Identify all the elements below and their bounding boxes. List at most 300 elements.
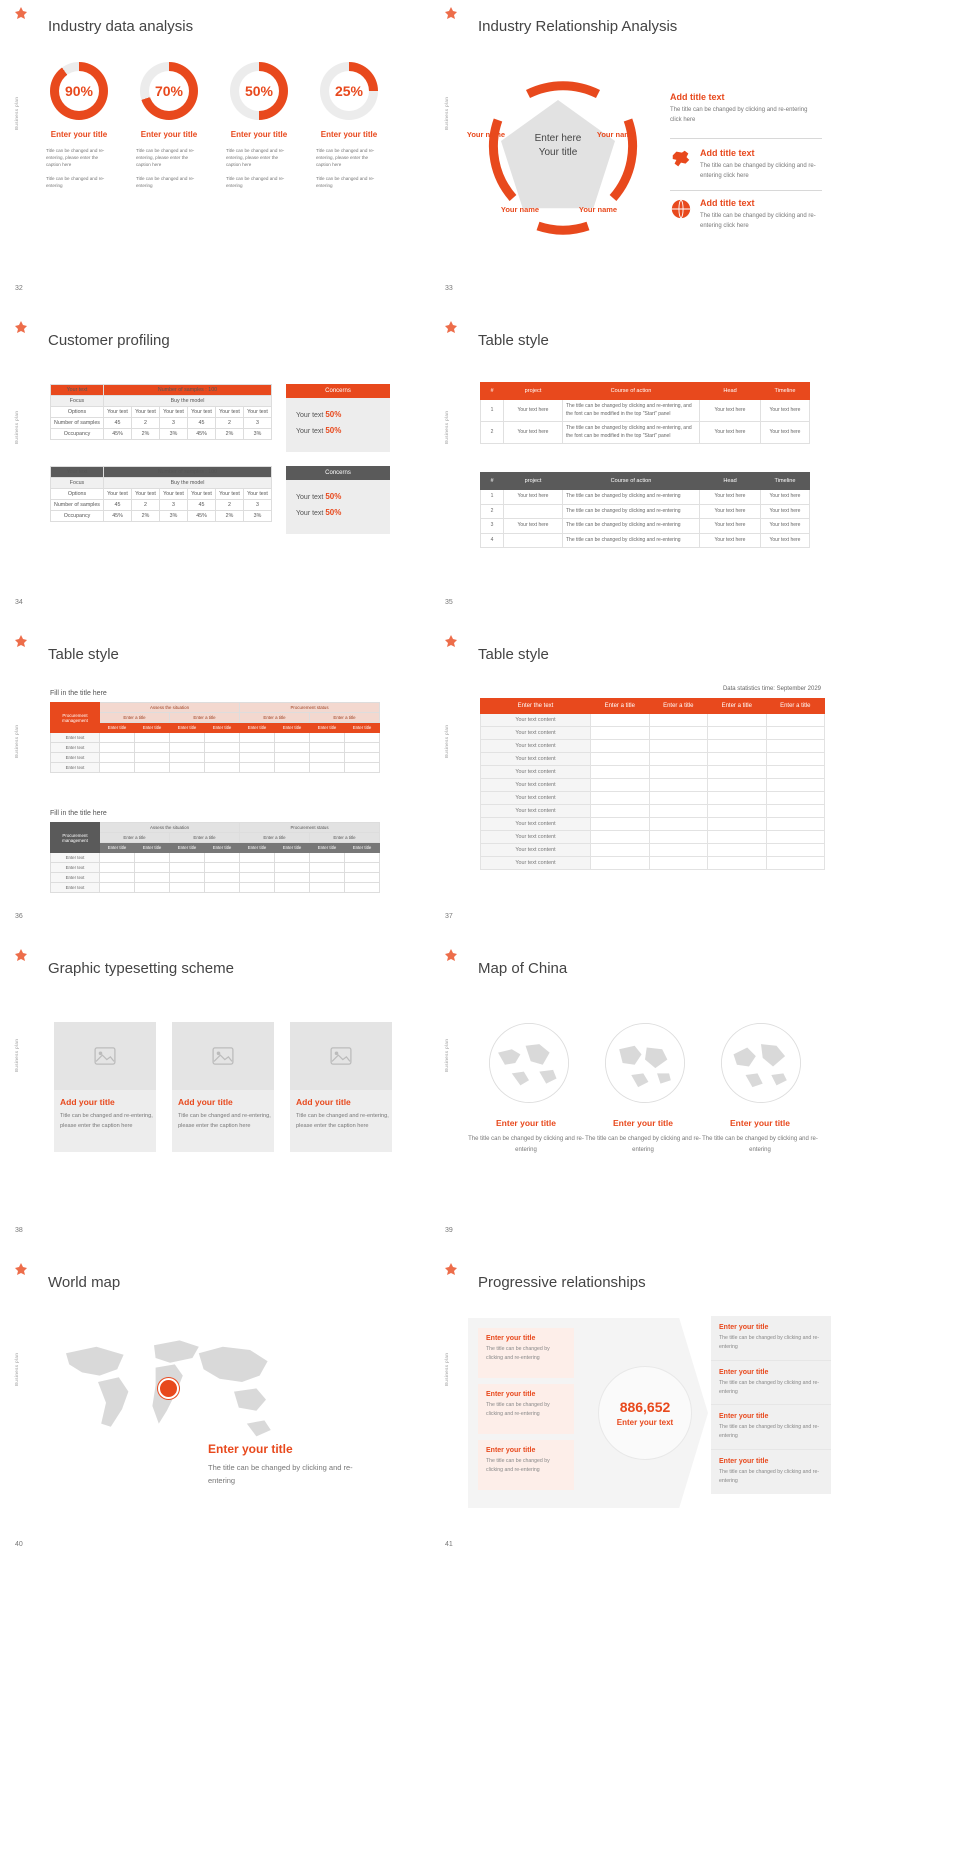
logo-icon xyxy=(444,948,458,962)
image-icon xyxy=(330,1047,352,1065)
col-header-head: Head xyxy=(700,473,761,490)
logo-icon xyxy=(14,1262,28,1276)
slide-32[interactable] xyxy=(8,0,415,298)
left-box-1[interactable] xyxy=(478,1328,574,1378)
table-row[interactable] xyxy=(51,753,380,763)
cell: 3 xyxy=(244,500,272,511)
node-label-top: Your name xyxy=(543,82,583,91)
row-label: Enter text xyxy=(51,733,100,743)
cell: Your text xyxy=(188,407,216,418)
row-label: Number of samples xyxy=(51,500,104,511)
table-row[interactable] xyxy=(51,873,380,883)
item-body: The title can be changed by clicking and re-entering xyxy=(719,1424,820,1440)
item-body: The title can be changed by clicking and re-entering xyxy=(719,1469,820,1484)
page-title: Graphic typesetting scheme xyxy=(48,960,234,977)
cell: 45% xyxy=(104,429,132,440)
donut-value: 90% xyxy=(64,83,94,99)
slide-34[interactable] xyxy=(8,314,415,612)
card-title-3: Add your title xyxy=(296,1097,351,1107)
slide-41[interactable] xyxy=(438,1256,845,1554)
sub-header: Enter a title xyxy=(100,713,170,723)
cell: 45 xyxy=(188,418,216,429)
side-label: Business plan xyxy=(444,1352,449,1386)
stat-caption: Enter your text xyxy=(616,1418,674,1427)
col-header-0: Enter the text xyxy=(481,699,591,714)
cell-header: Enter title xyxy=(100,843,135,853)
side-label: Business plan xyxy=(14,724,19,758)
donut-body-2: Title can be changed and re-entering xyxy=(226,176,285,189)
list-item[interactable] xyxy=(711,1450,831,1494)
cell-head: Your text here xyxy=(700,490,761,505)
table-row[interactable] xyxy=(481,727,825,740)
donut-cell[interactable] xyxy=(214,62,304,190)
card-title-1: Enter your title xyxy=(496,1118,556,1128)
cell-index: 1 xyxy=(481,490,504,505)
focus-value: Buy the model xyxy=(104,478,272,489)
table-row[interactable] xyxy=(51,883,380,893)
list-item[interactable] xyxy=(711,1316,831,1361)
row-label: Enter text xyxy=(51,863,100,873)
donut-body-1: Title can be changed and re-entering, please enter the caption here xyxy=(226,148,285,168)
cell: 3% xyxy=(160,429,188,440)
focus-value: Buy the model xyxy=(104,396,272,407)
concern-value-1: 50% xyxy=(325,492,342,501)
col-header-1: Enter a title xyxy=(591,699,650,714)
action-table-1[interactable] xyxy=(480,382,810,444)
cell: Your text xyxy=(244,489,272,500)
col-header-action: Course of action xyxy=(563,473,700,490)
logo-icon xyxy=(444,1262,458,1276)
table-row[interactable] xyxy=(51,853,380,863)
cell-header: Enter title xyxy=(310,843,345,853)
left-box-3[interactable] xyxy=(478,1440,574,1490)
table-row[interactable] xyxy=(481,818,825,831)
row-label: Enter text xyxy=(51,743,100,753)
cell-header: Enter title xyxy=(240,723,275,733)
cell: Your text xyxy=(244,407,272,418)
logo-icon xyxy=(14,948,28,962)
action-table-2[interactable] xyxy=(480,472,810,548)
donut-90 xyxy=(50,62,108,120)
globe-icon-2 xyxy=(602,1020,688,1106)
cell: Your text xyxy=(132,407,160,418)
cell-action: The title can be changed by clicking and re-entering xyxy=(563,533,700,548)
donut-chart-group xyxy=(34,62,394,190)
slide-39[interactable] xyxy=(438,942,845,1240)
donut-50 xyxy=(230,62,288,120)
concerns-body xyxy=(286,398,390,448)
cell-label: Your text content xyxy=(481,831,591,844)
focus-label: Focus xyxy=(51,478,104,489)
cell: 2% xyxy=(132,511,160,522)
donut-body-2: Title can be changed and re-entering xyxy=(46,176,105,189)
cell-label: Your text content xyxy=(481,740,591,753)
corner-header: Procurement management xyxy=(51,703,100,733)
donut-body-1: Title can be changed and re-entering, please enter the caption here xyxy=(136,148,195,168)
col-header-3: Enter a title xyxy=(708,699,767,714)
right-body-3: The title can be changed by clicking and re-entering click here xyxy=(700,213,816,229)
donut-body-2: Title can be changed and re-entering xyxy=(316,176,375,189)
cell-index: 2 xyxy=(481,422,504,444)
group-header-2: Procurement status xyxy=(240,823,380,833)
cell: 3 xyxy=(244,418,272,429)
cell-header: Enter title xyxy=(135,723,170,733)
table-row[interactable] xyxy=(481,766,825,779)
item-title: Enter your title xyxy=(719,1324,769,1331)
item-title: Enter your title xyxy=(719,1458,769,1466)
sub-header: Enter a title xyxy=(310,713,380,723)
cell: 45% xyxy=(188,429,216,440)
box-title: Enter your title xyxy=(486,1335,536,1342)
card-body-1: Title can be changed and re-entering, please enter the caption here xyxy=(60,1113,153,1129)
table-row[interactable] xyxy=(481,805,825,818)
col-header-timeline: Timeline xyxy=(761,383,810,400)
box-title: Enter your title xyxy=(486,1447,536,1454)
donut-value: 50% xyxy=(244,83,274,99)
page-number: 39 xyxy=(445,1227,453,1234)
page-title: World map xyxy=(48,1274,121,1291)
col-header-timeline: Timeline xyxy=(761,473,810,490)
row-label: Options xyxy=(51,407,104,418)
logo-icon xyxy=(14,320,28,334)
focus-label: Focus xyxy=(51,396,104,407)
card-body-3: Title can be changed and re-entering, please enter the caption here xyxy=(296,1113,389,1129)
table-row[interactable] xyxy=(481,504,810,519)
donut-cell[interactable] xyxy=(304,62,394,190)
table-row[interactable] xyxy=(481,490,810,505)
cell-head: Your text here xyxy=(700,400,761,422)
cell-action: The title can be changed by clicking and re-entering, and the font can be modified in the top "Start" panel xyxy=(563,400,700,422)
page-title: Industry Relationship Analysis xyxy=(478,18,678,35)
globe-icon xyxy=(670,198,692,220)
table-row[interactable] xyxy=(481,519,810,534)
sub-header: Enter a title xyxy=(240,713,310,723)
page-number: 34 xyxy=(15,599,23,606)
donut-cell[interactable] xyxy=(34,62,124,190)
profile-table-1[interactable] xyxy=(50,384,272,440)
globe-icon-3 xyxy=(718,1020,804,1106)
china-map-icon xyxy=(670,148,692,170)
slide-37[interactable] xyxy=(438,628,845,926)
table-header-right: Number of samples : 100 xyxy=(104,385,272,396)
table-row[interactable] xyxy=(481,792,825,805)
right-title-2: Add title text xyxy=(700,148,755,158)
page-number: 40 xyxy=(15,1541,23,1548)
center-line-2: Your title xyxy=(538,146,578,158)
cell-header: Enter title xyxy=(310,723,345,733)
box-title: Enter your title xyxy=(486,1391,536,1398)
cell: Your text xyxy=(216,489,244,500)
donut-cell[interactable] xyxy=(124,62,214,190)
cell: 2 xyxy=(132,418,160,429)
right-title-1: Add title text xyxy=(670,92,725,102)
item-body: The title can be changed by clicking and re-entering xyxy=(719,1335,820,1350)
image-icon xyxy=(94,1047,116,1065)
card-title-1: Add your title xyxy=(60,1097,115,1107)
sub-header: Enter a title xyxy=(100,833,170,843)
profile-table-2[interactable] xyxy=(50,466,272,522)
donut-25 xyxy=(320,62,378,120)
node-label-bottom-left: Your name xyxy=(500,205,540,214)
cell-index: 2 xyxy=(481,504,504,519)
row-label: Enter text xyxy=(51,753,100,763)
cell: 3% xyxy=(244,429,272,440)
side-label: Business plan xyxy=(14,410,19,444)
right-body-1: The title can be changed by clicking and re-entering click here xyxy=(670,107,808,123)
fill-label-1: Fill in the title here xyxy=(50,690,107,697)
cell-head: Your text here xyxy=(700,519,761,534)
table-row[interactable] xyxy=(481,831,825,844)
node-label-bottom-right: Your name xyxy=(578,205,618,214)
col-header-4: Enter a title xyxy=(766,699,825,714)
side-label: Business plan xyxy=(14,1038,19,1072)
cell-header: Enter title xyxy=(275,843,310,853)
page-title: Customer profiling xyxy=(48,332,170,349)
table-row[interactable] xyxy=(51,763,380,773)
table-row[interactable] xyxy=(51,733,380,743)
slide-36[interactable] xyxy=(8,628,415,926)
cell-label: Your text content xyxy=(481,818,591,831)
donut-caption: Enter your title xyxy=(230,130,288,139)
item-title: Enter your title xyxy=(719,1413,769,1421)
card-body-1: The title can be changed by clicking and re-entering xyxy=(468,1136,584,1153)
cell-header: Enter title xyxy=(170,843,205,853)
stat-number: 886,652 xyxy=(619,1399,671,1415)
donut-body-2: Title can be changed and re-entering xyxy=(136,176,195,189)
cell-timeline: Your text here xyxy=(761,422,810,444)
page-title: Table style xyxy=(478,332,549,349)
cell-index: 3 xyxy=(481,519,504,534)
table-row[interactable] xyxy=(481,753,825,766)
sub-header: Enter a title xyxy=(240,833,310,843)
cell: 3 xyxy=(160,500,188,511)
cell: Your text xyxy=(104,489,132,500)
cell-header: Enter title xyxy=(205,723,240,733)
table-row[interactable] xyxy=(481,400,810,422)
right-body-2: The title can be changed by clicking and re-entering click here xyxy=(700,163,816,179)
cell: 2 xyxy=(216,418,244,429)
donut-body-1: Title can be changed and re-entering, please enter the caption here xyxy=(46,148,105,168)
page-number: 37 xyxy=(445,913,453,920)
cell-timeline: Your text here xyxy=(761,400,810,422)
cell-index: 1 xyxy=(481,400,504,422)
cell-header: Enter title xyxy=(240,843,275,853)
card-body-2: Title can be changed and re-entering, please enter the caption here xyxy=(178,1113,271,1129)
table-row[interactable] xyxy=(481,779,825,792)
page-number: 36 xyxy=(15,913,23,920)
procurement-table-2[interactable] xyxy=(50,822,380,893)
table-header-left: Your text xyxy=(51,385,104,396)
cell-head: Your text here xyxy=(700,504,761,519)
list-item[interactable] xyxy=(711,1405,831,1450)
slide-38[interactable] xyxy=(8,942,415,1240)
cell-action: The title can be changed by clicking and re-entering xyxy=(563,519,700,534)
sub-header: Enter a title xyxy=(170,833,240,843)
right-title-3: Add title text xyxy=(700,198,755,208)
cell-header: Enter title xyxy=(275,723,310,733)
cell: 45% xyxy=(188,511,216,522)
table-row[interactable] xyxy=(481,714,825,727)
cell-action: The title can be changed by clicking and re-entering xyxy=(563,504,700,519)
page-title: Progressive relationships xyxy=(478,1274,646,1291)
fill-label-2: Fill in the title here xyxy=(50,810,107,817)
page-title: Table style xyxy=(478,646,549,663)
card-title-2: Add your title xyxy=(178,1097,233,1107)
cell: 45 xyxy=(188,500,216,511)
page-number: 33 xyxy=(445,285,453,292)
cell: Your text xyxy=(132,489,160,500)
donut-caption: Enter your title xyxy=(50,130,108,139)
cell-head: Your text here xyxy=(700,422,761,444)
table-row[interactable] xyxy=(481,844,825,857)
cell: 3% xyxy=(244,511,272,522)
box-body: The title can be changed by clicking and re-entering xyxy=(486,1458,550,1473)
group-header-1: Assess the situation xyxy=(100,703,240,713)
cell-action: The title can be changed by clicking and re-entering, and the font can be modified in the top "Start" panel xyxy=(563,422,700,444)
cell: Your text xyxy=(160,407,188,418)
donut-value: 25% xyxy=(334,83,364,99)
side-label: Business plan xyxy=(444,96,449,130)
card-title-2: Enter your title xyxy=(613,1118,673,1128)
card-title-3: Enter your title xyxy=(730,1118,790,1128)
card-body-2: The title can be changed by clicking and re-entering xyxy=(585,1136,701,1153)
concerns-header: Concerns xyxy=(286,466,390,480)
row-label: Occupancy xyxy=(51,429,104,440)
corner-header: Procurement management xyxy=(51,823,100,853)
concern-text-1: Your text xyxy=(296,412,324,419)
cell: 2% xyxy=(216,511,244,522)
donut-caption: Enter your title xyxy=(140,130,198,139)
side-label: Business plan xyxy=(444,724,449,758)
col-header-head: Head xyxy=(700,383,761,400)
donut-body-1: Title can be changed and re-entering, please enter the caption here xyxy=(316,148,375,168)
table-header-left: Your text xyxy=(51,467,104,478)
concerns-header: Concerns xyxy=(286,384,390,398)
cell: 2% xyxy=(132,429,160,440)
right-list xyxy=(711,1316,831,1494)
table-row[interactable] xyxy=(481,533,810,548)
concerns-panel-2[interactable] xyxy=(286,466,390,534)
cell-timeline: Your text here xyxy=(761,519,810,534)
page-title: Table style xyxy=(48,646,119,663)
cell-header: Enter title xyxy=(170,723,205,733)
group-header-1: Assess the situation xyxy=(100,823,240,833)
cell: Your text xyxy=(216,407,244,418)
caption-body: The title can be changed by clicking and re-entering xyxy=(208,1463,353,1485)
card-body-3: The title can be changed by clicking and re-entering xyxy=(702,1136,818,1153)
cell-timeline: Your text here xyxy=(761,533,810,548)
table-row[interactable] xyxy=(51,743,380,753)
cell: Your text xyxy=(160,489,188,500)
concerns-panel-1[interactable] xyxy=(286,384,390,452)
slide-40[interactable] xyxy=(8,1256,415,1554)
cell-project: Your text here xyxy=(504,490,563,505)
cell-label: Your text content xyxy=(481,792,591,805)
logo-icon xyxy=(444,320,458,334)
caption-title: Enter your title xyxy=(208,1442,293,1456)
table-row[interactable] xyxy=(481,857,825,870)
cell-header: Enter title xyxy=(345,723,380,733)
donut-value: 70% xyxy=(154,83,184,99)
page-number: 35 xyxy=(445,599,453,606)
box-body: The title can be changed by clicking and re-entering xyxy=(486,1402,550,1417)
side-label: Business plan xyxy=(14,1352,19,1386)
row-label: Enter text xyxy=(51,763,100,773)
donut-caption: Enter your title xyxy=(320,130,378,139)
page-number: 38 xyxy=(15,1227,23,1234)
item-title: Enter your title xyxy=(719,1368,769,1376)
col-header-project: project xyxy=(504,383,563,400)
divider xyxy=(670,190,822,191)
cell-header: Enter title xyxy=(100,723,135,733)
box-body: The title can be changed by clicking and re-entering xyxy=(486,1346,550,1361)
item-body: The title can be changed by clicking and re-entering xyxy=(719,1379,820,1395)
center-line-1: Enter here xyxy=(534,133,582,144)
cell-header: Enter title xyxy=(205,843,240,853)
sub-header: Enter a title xyxy=(170,713,240,723)
concern-value-2: 50% xyxy=(325,426,342,435)
data-table[interactable] xyxy=(480,698,825,870)
cell-project: Your text here xyxy=(504,422,563,444)
stat-circle xyxy=(598,1366,692,1460)
concern-text-1: Your text xyxy=(296,494,324,501)
side-label: Business plan xyxy=(14,96,19,130)
row-label: Enter text xyxy=(51,883,100,893)
donut-70 xyxy=(140,62,198,120)
cell-label: Your text content xyxy=(481,766,591,779)
cell-label: Your text content xyxy=(481,753,591,766)
side-label: Business plan xyxy=(444,410,449,444)
page-title: Industry data analysis xyxy=(48,18,194,35)
concern-value-2: 50% xyxy=(325,508,342,517)
cell-project xyxy=(504,504,563,519)
cell: 45 xyxy=(104,500,132,511)
cell-index: 4 xyxy=(481,533,504,548)
cell-label: Your text content xyxy=(481,857,591,870)
cell-label: Your text content xyxy=(481,779,591,792)
divider xyxy=(670,138,822,139)
logo-icon xyxy=(14,6,28,20)
page-number: 41 xyxy=(445,1541,453,1548)
group-header-2: Procurement status xyxy=(240,703,380,713)
slide-33[interactable] xyxy=(438,0,845,298)
procurement-table-1[interactable] xyxy=(50,702,380,773)
cell-header: Enter title xyxy=(345,843,380,853)
slide-35[interactable] xyxy=(438,314,845,612)
logo-icon xyxy=(444,634,458,648)
cell: Your text xyxy=(188,489,216,500)
cell-timeline: Your text here xyxy=(761,490,810,505)
cell: 45% xyxy=(104,511,132,522)
concern-text-2: Your text xyxy=(296,510,324,517)
left-box-2[interactable] xyxy=(478,1384,574,1434)
list-item[interactable] xyxy=(711,1361,831,1406)
cell-label: Your text content xyxy=(481,805,591,818)
table-row[interactable] xyxy=(481,422,810,444)
map-pin[interactable] xyxy=(158,1378,179,1399)
table-row[interactable] xyxy=(51,863,380,873)
cell-project xyxy=(504,533,563,548)
cell-timeline: Your text here xyxy=(761,504,810,519)
concern-text-2: Your text xyxy=(296,428,324,435)
cell-label: Your text content xyxy=(481,727,591,740)
page-title: Map of China xyxy=(478,960,568,977)
image-icon xyxy=(212,1047,234,1065)
row-label: Enter text xyxy=(51,853,100,863)
cell: 2 xyxy=(132,500,160,511)
node-label-left: Your name xyxy=(466,130,506,139)
table-row[interactable] xyxy=(481,740,825,753)
